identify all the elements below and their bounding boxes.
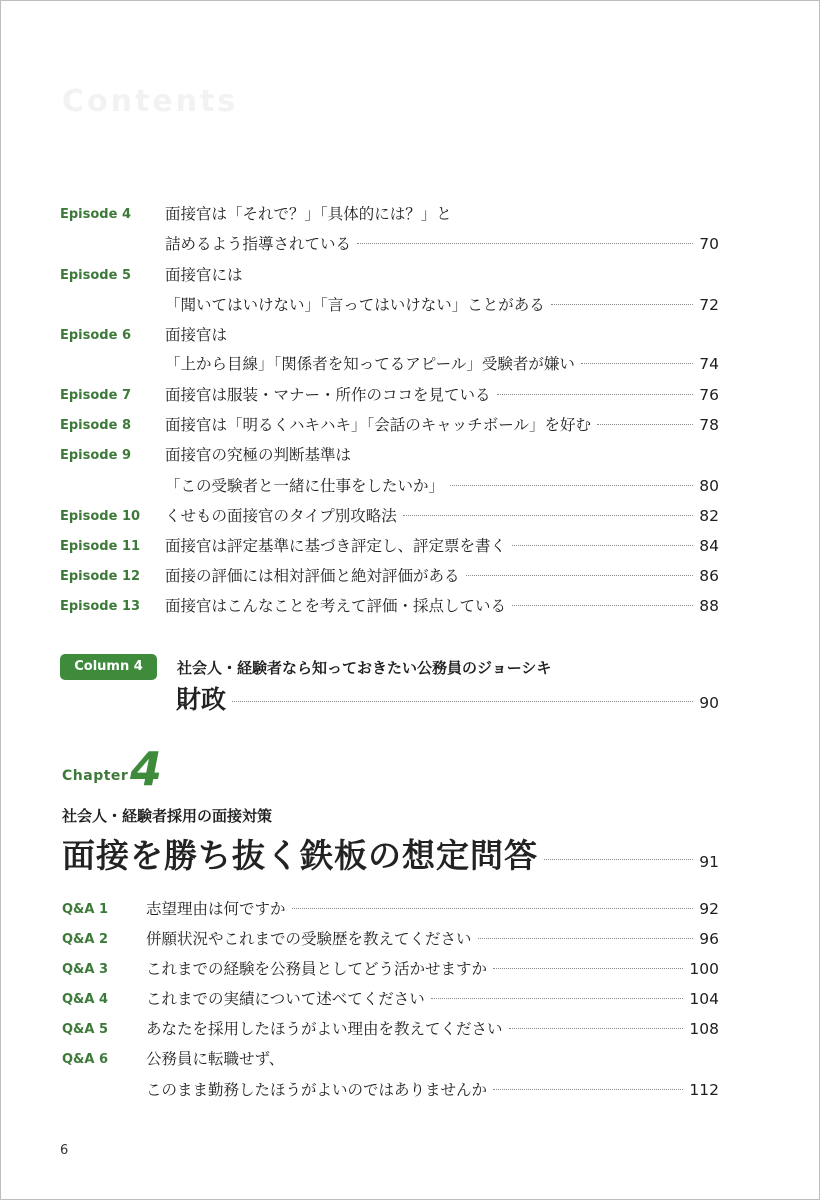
column-subtitle: 社会人・経験者なら知っておきたい公務員のジョーシキ bbox=[177, 659, 552, 677]
leader-dots bbox=[403, 515, 694, 516]
toc-entry-line[interactable] bbox=[146, 959, 719, 979]
toc-entry-line[interactable] bbox=[165, 566, 719, 586]
entry-text: 「聞いてはいけない」「言ってはいけない」ことがある bbox=[165, 296, 545, 314]
toc-entry-line[interactable] bbox=[165, 445, 351, 465]
leader-dots bbox=[597, 424, 693, 425]
qa-label: Q&A 2 bbox=[62, 932, 109, 947]
leader-dots bbox=[544, 859, 693, 860]
entry-text: 面接官は「明るくハキハキ」「会話のキャッチボール」を好む bbox=[165, 416, 591, 434]
episode-label: Episode 8 bbox=[60, 418, 132, 433]
entry-text: これまでの実績について述べてください bbox=[146, 990, 425, 1008]
chapter-label: Chapter bbox=[62, 768, 129, 784]
toc-entry-line[interactable] bbox=[165, 415, 719, 435]
toc-entry-line[interactable] bbox=[146, 989, 719, 1009]
entry-text: 公務員に転職せず、 bbox=[146, 1050, 285, 1068]
page-number: 96 bbox=[699, 930, 719, 948]
toc-entry-line[interactable] bbox=[146, 1049, 284, 1069]
toc-entry-line[interactable] bbox=[165, 295, 719, 315]
page-number: 88 bbox=[699, 597, 719, 615]
page-number: 80 bbox=[699, 477, 719, 495]
page-number: 104 bbox=[689, 990, 719, 1008]
episode-label: Episode 5 bbox=[60, 268, 132, 283]
entry-text: 「上から目線」「関係者を知ってるアピール」受験者が嫌い bbox=[165, 355, 575, 373]
toc-entry-line[interactable] bbox=[165, 536, 719, 556]
page-number: 92 bbox=[699, 900, 719, 918]
toc-entry-line[interactable] bbox=[146, 1019, 719, 1039]
leader-dots bbox=[292, 908, 694, 909]
leader-dots bbox=[512, 605, 693, 606]
page-number: 82 bbox=[699, 507, 719, 525]
qa-label: Q&A 4 bbox=[62, 992, 109, 1007]
episode-label: Episode 12 bbox=[60, 569, 141, 584]
entry-text: くせもの面接官のタイプ別攻略法 bbox=[165, 507, 397, 525]
chapter-title: 面接を勝ち抜く鉄板の想定問答 bbox=[62, 836, 538, 875]
qa-label: Q&A 3 bbox=[62, 962, 109, 977]
contents-heading: Contents bbox=[62, 84, 239, 119]
leader-dots bbox=[232, 701, 693, 702]
qa-label: Q&A 6 bbox=[62, 1052, 109, 1067]
page-number: 100 bbox=[689, 960, 719, 978]
page-number: 86 bbox=[699, 567, 719, 585]
toc-entry-line[interactable] bbox=[146, 899, 719, 919]
entry-text: これまでの経験を公務員としてどう活かせますか bbox=[146, 960, 488, 978]
qa-label: Q&A 1 bbox=[62, 902, 109, 917]
leader-dots bbox=[493, 968, 683, 969]
qa-label: Q&A 5 bbox=[62, 1022, 109, 1037]
entry-text: 併願状況やこれまでの受験歴を教えてください bbox=[146, 930, 472, 948]
leader-dots bbox=[450, 485, 693, 486]
leader-dots bbox=[512, 545, 693, 546]
entry-text: 詰めるよう指導されている bbox=[165, 235, 352, 253]
leader-dots bbox=[466, 575, 694, 576]
chapter-title-entry[interactable] bbox=[62, 830, 719, 877]
leader-dots bbox=[478, 938, 694, 939]
episode-label: Episode 7 bbox=[60, 388, 132, 403]
leader-dots bbox=[509, 1028, 684, 1029]
episode-label: Episode 11 bbox=[60, 539, 141, 554]
page-number: 72 bbox=[699, 296, 719, 314]
entry-text: 志望理由は何ですか bbox=[146, 900, 286, 918]
page-number: 70 bbox=[699, 235, 719, 253]
column-title: 財政 bbox=[176, 685, 227, 714]
entry-text: 面接の評価には相対評価と絶対評価がある bbox=[165, 567, 460, 585]
toc-entry-line[interactable] bbox=[165, 204, 452, 224]
chapter-subtitle: 社会人・経験者採用の面接対策 bbox=[62, 807, 273, 825]
episode-label: Episode 9 bbox=[60, 448, 132, 463]
column-title-entry[interactable] bbox=[176, 680, 719, 716]
episode-label: Episode 6 bbox=[60, 328, 132, 343]
chapter-number: 4 bbox=[130, 742, 163, 796]
toc-entry-line[interactable] bbox=[165, 234, 719, 254]
episode-label: Episode 13 bbox=[60, 599, 141, 614]
entry-text: 面接官は評定基準に基づき評定し、評定票を書く bbox=[165, 537, 507, 555]
toc-entry-line[interactable] bbox=[165, 506, 719, 526]
entry-text: あなたを採用したほうがよい理由を教えてください bbox=[146, 1020, 503, 1038]
leader-dots bbox=[551, 304, 694, 305]
leader-dots bbox=[581, 363, 693, 364]
entry-text: 面接官は服装・マナー・所作のココを見ている bbox=[165, 386, 491, 404]
page-number: 76 bbox=[699, 386, 719, 404]
entry-text: 面接官には bbox=[165, 266, 243, 284]
toc-entry-line[interactable] bbox=[165, 354, 719, 374]
toc-entry-line[interactable] bbox=[165, 325, 227, 345]
entry-text: 「この受験者と一緒に仕事をしたいか」 bbox=[165, 477, 445, 495]
toc-entry-line[interactable] bbox=[165, 265, 243, 285]
page-number: 78 bbox=[699, 416, 719, 434]
footer-page-number: 6 bbox=[60, 1143, 69, 1158]
toc-entry-line[interactable] bbox=[165, 385, 719, 405]
page-number: 90 bbox=[699, 694, 719, 712]
episode-label: Episode 4 bbox=[60, 207, 132, 222]
entry-text: 面接官はこんなことを考えて評価・採点している bbox=[165, 597, 507, 615]
page-number: 108 bbox=[689, 1020, 719, 1038]
toc-entry-line[interactable] bbox=[146, 1080, 719, 1100]
episode-label: Episode 10 bbox=[60, 509, 141, 524]
entry-text: 面接官は bbox=[165, 326, 228, 344]
leader-dots bbox=[357, 243, 693, 244]
page-number: 91 bbox=[699, 853, 719, 871]
leader-dots bbox=[497, 394, 694, 395]
leader-dots bbox=[493, 1089, 683, 1090]
toc-entry-line[interactable] bbox=[146, 929, 719, 949]
leader-dots bbox=[431, 998, 684, 999]
entry-text: 面接官の究極の判断基準は bbox=[165, 446, 352, 464]
entry-text: このまま勤務したほうがよいのではありませんか bbox=[146, 1081, 488, 1099]
page-number: 84 bbox=[699, 537, 719, 555]
page-number: 74 bbox=[699, 355, 719, 373]
page-number: 112 bbox=[689, 1081, 719, 1099]
toc-entry-line[interactable] bbox=[165, 596, 719, 616]
toc-entry-line[interactable] bbox=[165, 476, 719, 496]
column-badge: Column 4 bbox=[60, 654, 157, 680]
entry-text: 面接官は「それで？」「具体的には？」と bbox=[165, 205, 452, 223]
